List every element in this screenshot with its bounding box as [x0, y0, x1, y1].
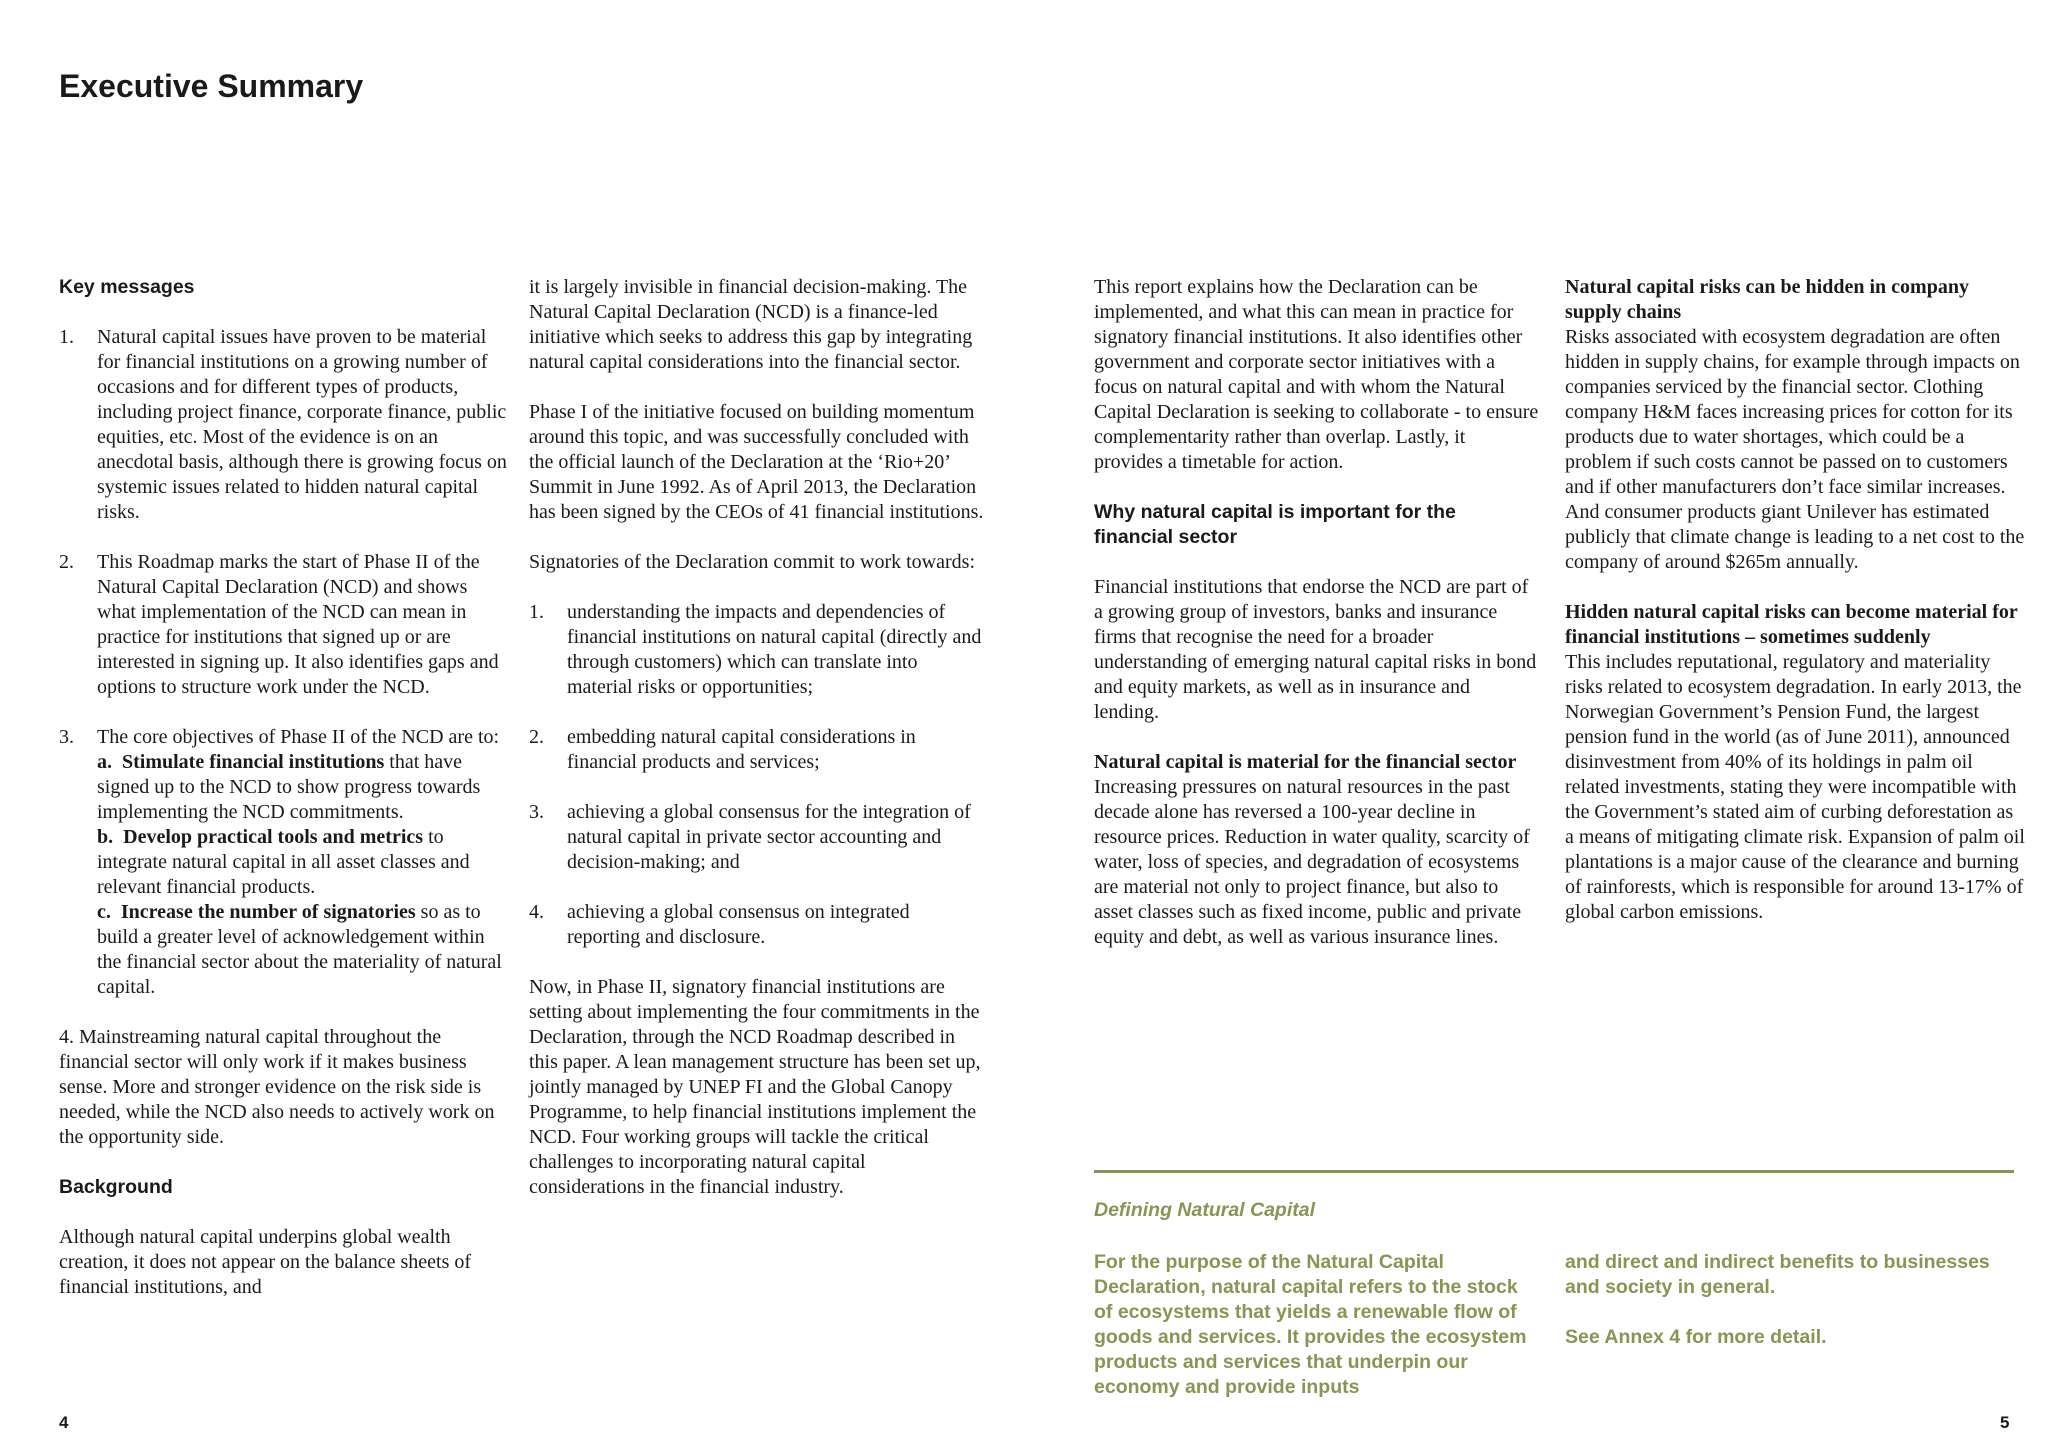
- list-text: achieving a global consensus on integrated reporting and disclosure.: [567, 901, 910, 948]
- page-title: Executive Summary: [59, 68, 364, 104]
- box-definition-continued: and direct and indirect benefits to businesses and society in general.: [1565, 1251, 1990, 1298]
- list-number: 4.: [59, 1026, 74, 1048]
- paragraph: This includes reputational, regulatory and materiality risks related to ecosystem degradation. In early 2013, the Norwegian Government’s Pension Fund, the largest pension fund in the world (as of June 2011), announced disinvestment from 40% of its holdings in palm oil related investments, stating they were incompatible with the Government’s stated aim of curbing deforestation as a means of mitigating climate risk. Expansion of palm oil plantations is a major cause of the clearance and burning of rainforests, which is responsible for around 13-17% of global carbon emissions.: [1565, 651, 2025, 923]
- list-text: achieving a global consensus for the integration of natural capital in private sector accounting and decision-making; and: [567, 801, 971, 873]
- objective-a-label: a. Stimulate financial institutions: [97, 751, 385, 773]
- paragraph: Now, in Phase II, signatory financial institutions are setting about implementing the four commitments in the Declaration, through the NCD Roadmap described in this paper. A lean management structure has been set up, jointly managed by UNEP FI and the Global Canopy Programme, to help financial institutions implement the NCD. Four working groups will tackle the critical challenges to incorporating natural capital considerations in the financial industry.: [529, 976, 981, 1198]
- list-item: [529, 725, 984, 775]
- objective-b-label: b. Develop practical tools and metrics: [97, 826, 424, 848]
- objective-b-text: to integrate natural capital in all asset classes and relevant financial products.: [97, 826, 470, 898]
- key-messages-list: [59, 325, 509, 1150]
- paragraph: Increasing pressures on natural resources in the past decade alone has reversed a 100-year decline in resource prices. Reduction in water quality, scarcity of water, loss of species, and degradation of ecosystems are material not only to project finance, but also to asset classes such as fixed income, public and private equity and debt, as well as various insurance lines.: [1094, 776, 1530, 948]
- list-item: [59, 550, 509, 700]
- objective-b: [97, 825, 509, 900]
- page-number-right: 5: [2000, 1413, 2010, 1432]
- list-item: [59, 1025, 509, 1150]
- list-item: [529, 800, 984, 875]
- paragraph: Risks associated with ecosystem degradation are often hidden in supply chains, for example through impacts on companies serviced by the financial sector. Clothing company H&M faces increasing prices for cotton for its products due to water shortages, which could be a problem if such costs cannot be passed on to customers and if other manufacturers don’t face similar increases. And consumer products giant Unilever has estimated publicly that climate change is leading to a net cost to the company of around $265m annually.: [1565, 326, 2025, 573]
- list-number: 1.: [59, 326, 74, 348]
- list-text: This Roadmap marks the start of Phase II of the Natural Capital Declaration (NCD) and shows what implementation of the NCD can mean in practice for institutions that signed up or are interested in signing up. It also identifies gaps and options to structure work under the NCD.: [97, 551, 499, 698]
- background-heading: Background: [59, 1176, 173, 1198]
- list-number: 4.: [529, 901, 544, 923]
- page-number-left: 4: [59, 1413, 69, 1432]
- list-item: [529, 900, 984, 950]
- paragraph: it is largely invisible in financial decision-making. The Natural Capital Declaration (NCD) is a finance-led initiative which seeks to address this gap by integrating natural capital considerations into the financial sector.: [529, 276, 973, 373]
- column-4: [1565, 275, 2025, 950]
- commitments-list: [529, 600, 984, 950]
- list-item: [529, 600, 984, 700]
- subsection-heading: Hidden natural capital risks can become material for financial institutions – sometimes suddenly: [1565, 601, 2018, 648]
- list-item: [59, 325, 509, 525]
- paragraph: This report explains how the Declaration can be implemented, and what this can mean in practice for signatory financial institutions. It also identifies other government and corporate sector initiatives with a focus on natural capital and with whom the Natural Capital Declaration is seeking to collaborate - to ensure complementarity rather than overlap. Lastly, it provides a timetable for action.: [1094, 276, 1539, 473]
- box-text-right: [1565, 1250, 2005, 1375]
- list-text: The core objectives of Phase II of the NCD are to:: [97, 726, 500, 748]
- paragraph: Signatories of the Declaration commit to work towards:: [529, 551, 976, 573]
- box-annex-reference: See Annex 4 for more detail.: [1565, 1326, 1827, 1348]
- list-number: 1.: [529, 601, 544, 623]
- list-number: 2.: [59, 551, 74, 573]
- objective-c: [97, 900, 509, 1000]
- box-title: Defining Natural Capital: [1094, 1199, 1316, 1221]
- box-definition: For the purpose of the Natural Capital Declaration, natural capital refers to the stock of ecosystems that yields a renewable flow of goods and services. It provides the ecosystem products and services that underpin our economy and provide inputs: [1094, 1251, 1527, 1398]
- list-text: understanding the impacts and dependencies of financial institutions on natural capital (directly and through customers) which can translate into material risks or opportunities;: [567, 601, 982, 698]
- objective-c-label: c. Increase the number of signatories: [97, 901, 416, 923]
- paragraph: Phase I of the initiative focused on building momentum around this topic, and was successfully concluded with the official launch of the Declaration at the ‘Rio+20’ Summit in June 1992. As of April 2013, the Declaration has been signed by the CEOs of 41 financial institutions.: [529, 401, 984, 523]
- box-divider: [1094, 1170, 2014, 1173]
- list-number: 2.: [529, 726, 544, 748]
- list-item: [59, 725, 509, 1000]
- box-text-left: [1094, 1250, 1534, 1425]
- paragraph: Financial institutions that endorse the NCD are part of a growing group of investors, banks and insurance firms that recognise the need for a broader understanding of emerging natural capital risks in bond and equity markets, as well as in insurance and lending.: [1094, 576, 1537, 723]
- objective-c-text: so as to build a greater level of acknowledgement within the financial sector about the materiality of natural capital.: [97, 901, 502, 998]
- column-1: [59, 275, 509, 1325]
- column-3: [1094, 275, 1539, 975]
- list-text: Mainstreaming natural capital throughout the financial sector will only work if it makes business sense. More and stronger evidence on the risk side is needed, while the NCD also needs to actively work on the opportunity side.: [59, 1026, 495, 1148]
- key-messages-heading: Key messages: [59, 276, 195, 298]
- list-text: Natural capital issues have proven to be material for financial institutions on a growing number of occasions and for different types of products, including project finance, corporate finance, public equities, etc. Most of the evidence is on an anecdotal basis, although there is growing focus on systemic issues related to hidden natural capital risks.: [97, 326, 507, 523]
- list-number: 3.: [529, 801, 544, 823]
- section-heading: Why natural capital is important for the financial sector: [1094, 501, 1456, 548]
- list-number: 3.: [59, 726, 74, 748]
- column-2: [529, 275, 984, 1225]
- background-text: Although natural capital underpins global wealth creation, it does not appear on the balance sheets of financial institutions, and: [59, 1226, 472, 1298]
- objective-a: [97, 750, 509, 825]
- subsection-heading: Natural capital is material for the financial sector: [1094, 751, 1517, 773]
- objective-a-text: that have signed up to the NCD to show progress towards implementing the NCD commitments.: [97, 751, 481, 823]
- subsection-heading: Natural capital risks can be hidden in company supply chains: [1565, 276, 1969, 323]
- list-text: embedding natural capital considerations in financial products and services;: [567, 726, 916, 773]
